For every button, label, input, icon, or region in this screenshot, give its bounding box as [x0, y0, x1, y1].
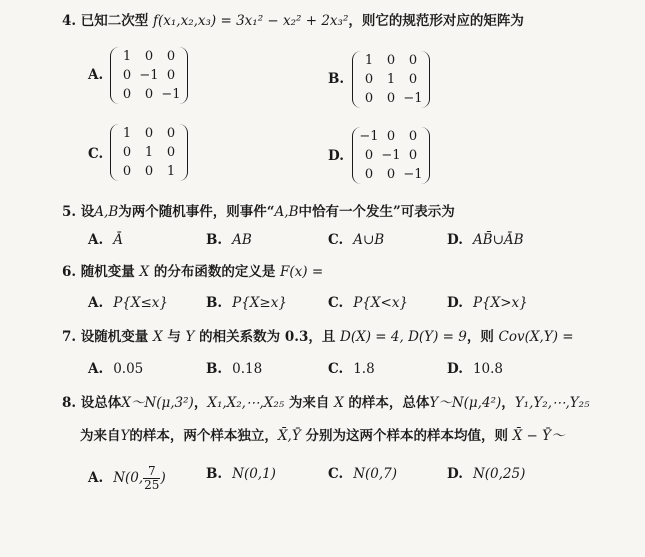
q8-option-b[interactable]: B. N(0,1): [206, 466, 276, 482]
q8-option-d[interactable]: D. N(0,25): [447, 466, 526, 482]
quadratic-form: f(x₁,x₂,x₃) = 3x₁² − x₂² + 2x₃²: [153, 13, 349, 29]
q4-option-d-matrix[interactable]: −1 0 0 0 −1 0 0 0 −1: [352, 127, 430, 184]
q6-option-c[interactable]: C. P{X<x}: [328, 295, 409, 311]
q6-option-d[interactable]: D. P{X>x}: [447, 295, 528, 311]
question-5-stem: 5. 设A,B为两个随机事件，则事件“A,B中恰有一个发生”可表示为: [62, 204, 455, 220]
question-8-stem-line1: 8. 设总体X～N(μ,3²)，X₁,X₂,⋯,X₂₅ 为来自 X 的样本，总体Y～N(μ,4²)，Y₁,Y₂,⋯,Y₂₅: [62, 395, 590, 411]
question-number: 8.: [62, 395, 77, 411]
q4-option-a-matrix[interactable]: 1 0 0 0 −1 0 0 0 −1: [110, 47, 188, 104]
fraction: $\frac{7}{25}$: [144, 464, 160, 492]
question-number: 4.: [62, 13, 77, 29]
q7-option-d[interactable]: D. 10.8: [447, 361, 503, 377]
question-7-stem: 7. 设随机变量 X 与 Y 的相关系数为 0.3，且 D(X) = 4, D(Y) = 9，则 Cov(X,Y) =: [62, 329, 574, 345]
question-8-stem-line2: 为来自Y的样本，两个样本独立，X̄,Ȳ 分别为这两个样本的样本均值，则 X̄ − Ȳ～: [80, 428, 565, 444]
q7-option-b[interactable]: B. 0.18: [206, 361, 263, 377]
q6-option-b[interactable]: B. P{X≥x}: [206, 295, 287, 311]
q4-option-d-label[interactable]: D.: [328, 148, 344, 164]
q4-option-c-label[interactable]: C.: [88, 146, 104, 162]
q4-option-b-matrix[interactable]: 1 0 0 0 1 0 0 0 −1: [352, 51, 430, 108]
question-number: 5.: [62, 204, 77, 220]
q7-option-a[interactable]: A. 0.05: [88, 361, 144, 377]
q5-option-c[interactable]: C. A∪B: [328, 232, 385, 248]
stem-text: 已知二次型: [80, 13, 149, 29]
stem-text: ，则它的规范形对应的矩阵为: [348, 13, 524, 29]
question-number: 7.: [62, 329, 77, 345]
q6-option-a[interactable]: A. P{X≤x}: [88, 295, 168, 311]
q8-option-a[interactable]: A. N(0, $\frac{7}{25}$ ): [88, 464, 166, 492]
q5-option-b[interactable]: B. AB: [206, 232, 252, 248]
q4-option-c-matrix[interactable]: 1 0 0 0 1 0 0 0 1: [110, 124, 188, 181]
question-number: 6.: [62, 264, 77, 280]
q8-option-c[interactable]: C. N(0,7): [328, 466, 398, 482]
question-6-stem: 6. 随机变量 X 的分布函数的定义是 F(x) =: [62, 264, 324, 280]
q5-option-a[interactable]: A. Ā: [88, 232, 123, 248]
q7-option-c[interactable]: C. 1.8: [328, 361, 375, 377]
q4-option-a-label[interactable]: A.: [88, 67, 104, 83]
q5-option-d[interactable]: D. AB̄∪ĀB: [447, 232, 524, 248]
q4-option-b-label[interactable]: B.: [328, 71, 345, 87]
question-4-stem: [62, 12, 524, 30]
